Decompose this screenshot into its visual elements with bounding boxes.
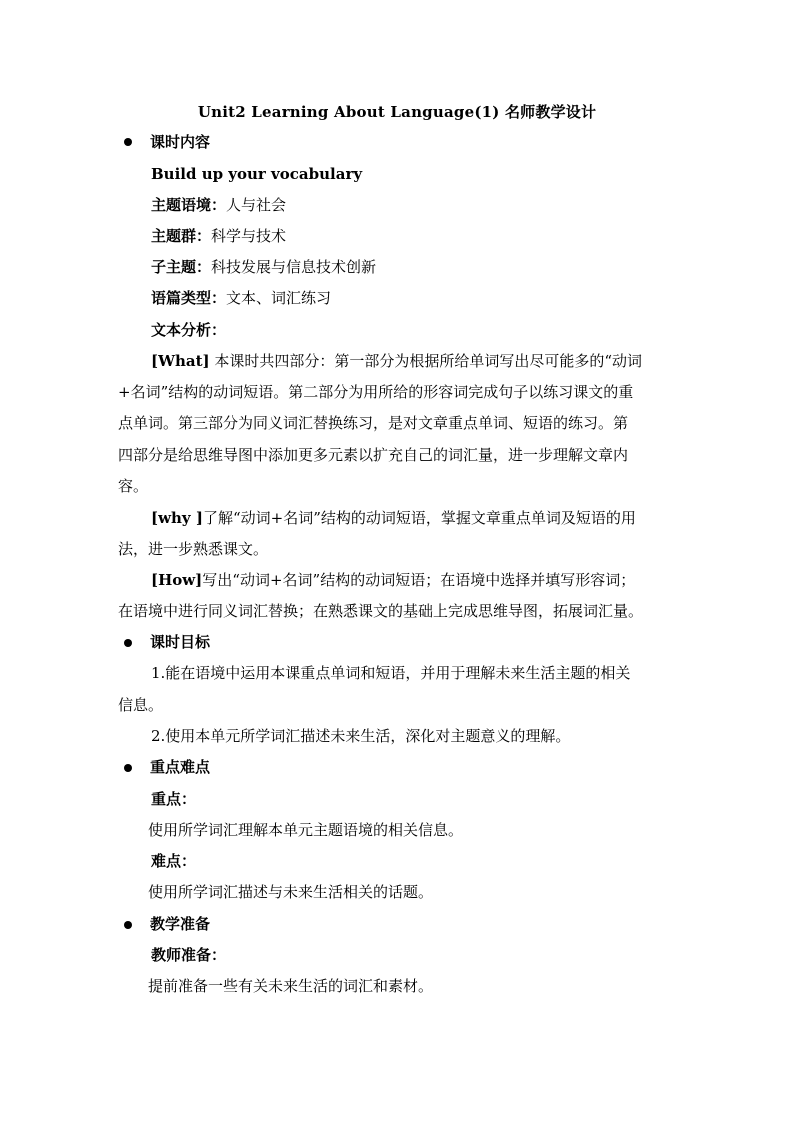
type-label: 语篇类型：	[151, 289, 227, 307]
group-label: 主题群：	[151, 227, 212, 245]
teacher-prep-text: 提前准备一些有关未来生活的词汇和素材。	[148, 977, 434, 995]
key-text: 使用所学词汇理解本单元主题语境的相关信息。	[148, 821, 464, 839]
what-line-2: +名词”结构的动词短语。第二部分为用所给的形容词完成句子以练习课文的重	[118, 383, 634, 401]
document-title: Unit2 Learning About Language(1) 名师教学设计	[197, 103, 597, 121]
group-value: 科学与技术	[211, 227, 287, 245]
type-value: 文本、词汇练习	[226, 289, 332, 307]
what-text: 本课时共四部分：第一部分为根据所给单词写出尽可能多的“动词	[209, 352, 643, 370]
bullet-icon	[124, 639, 132, 647]
section-heading-content: 课时内容	[150, 133, 211, 151]
theme-value: 人与社会	[226, 196, 287, 214]
what-line-3: 点单词。第三部分为同义词汇替换练习，是对文章重点单词、短语的练习。第	[118, 414, 629, 432]
goal-line-3: 2.使用本单元所学词汇描述未来生活，深化对主题意义的理解。	[151, 727, 571, 745]
why-text: 了解“动词+名词”结构的动词短语，掌握文章重点单词及短语的用	[202, 509, 636, 527]
bullet-icon	[124, 764, 132, 772]
what-line-4: 四部分是给思维导图中添加更多元素以扩充自己的词汇量，进一步理解文章内	[118, 446, 629, 464]
vocab-title: Build up your vocabulary	[151, 165, 363, 183]
analysis-label: 文本分析：	[151, 321, 227, 339]
section-heading-goals: 课时目标	[150, 633, 211, 651]
why-line-2: 法，进一步熟悉课文。	[118, 540, 269, 558]
theme-line	[151, 195, 286, 215]
group-line	[151, 226, 286, 246]
subtheme-value: 科技发展与信息技术创新	[211, 258, 377, 276]
what-tag: [What]	[151, 352, 210, 370]
subtheme-line	[151, 257, 376, 277]
why-tag: [why ]	[151, 509, 203, 527]
section-heading-prep: 教学准备	[150, 915, 211, 933]
bullet-icon	[124, 921, 132, 929]
how-tag: [How]	[151, 571, 203, 589]
how-line-1	[151, 570, 635, 590]
teacher-prep-label: 教师准备：	[151, 946, 227, 964]
type-line	[151, 288, 331, 308]
subtheme-label: 子主题：	[151, 258, 212, 276]
how-text: 写出“动词+名词”结构的动词短语；在语境中选择并填写形容词；	[202, 571, 636, 589]
goal-line-1: 1.能在语境中运用本课重点单词和短语，并用于理解未来生活主题的相关	[151, 664, 631, 682]
section-heading-keypoints: 重点难点	[150, 758, 211, 776]
difficulty-label: 难点：	[151, 852, 197, 870]
bullet-icon	[124, 138, 132, 146]
theme-label: 主题语境：	[151, 196, 227, 214]
why-line-1	[151, 508, 636, 528]
difficulty-text: 使用所学词汇描述与未来生活相关的话题。	[148, 883, 434, 901]
what-line-5: 容。	[118, 477, 149, 495]
goal-line-2: 信息。	[118, 696, 164, 714]
what-line-1	[151, 351, 642, 371]
how-line-2: 在语境中进行同义词汇替换；在熟悉课文的基础上完成思维导图，拓展词汇量。	[118, 602, 644, 620]
key-label: 重点：	[151, 790, 197, 808]
